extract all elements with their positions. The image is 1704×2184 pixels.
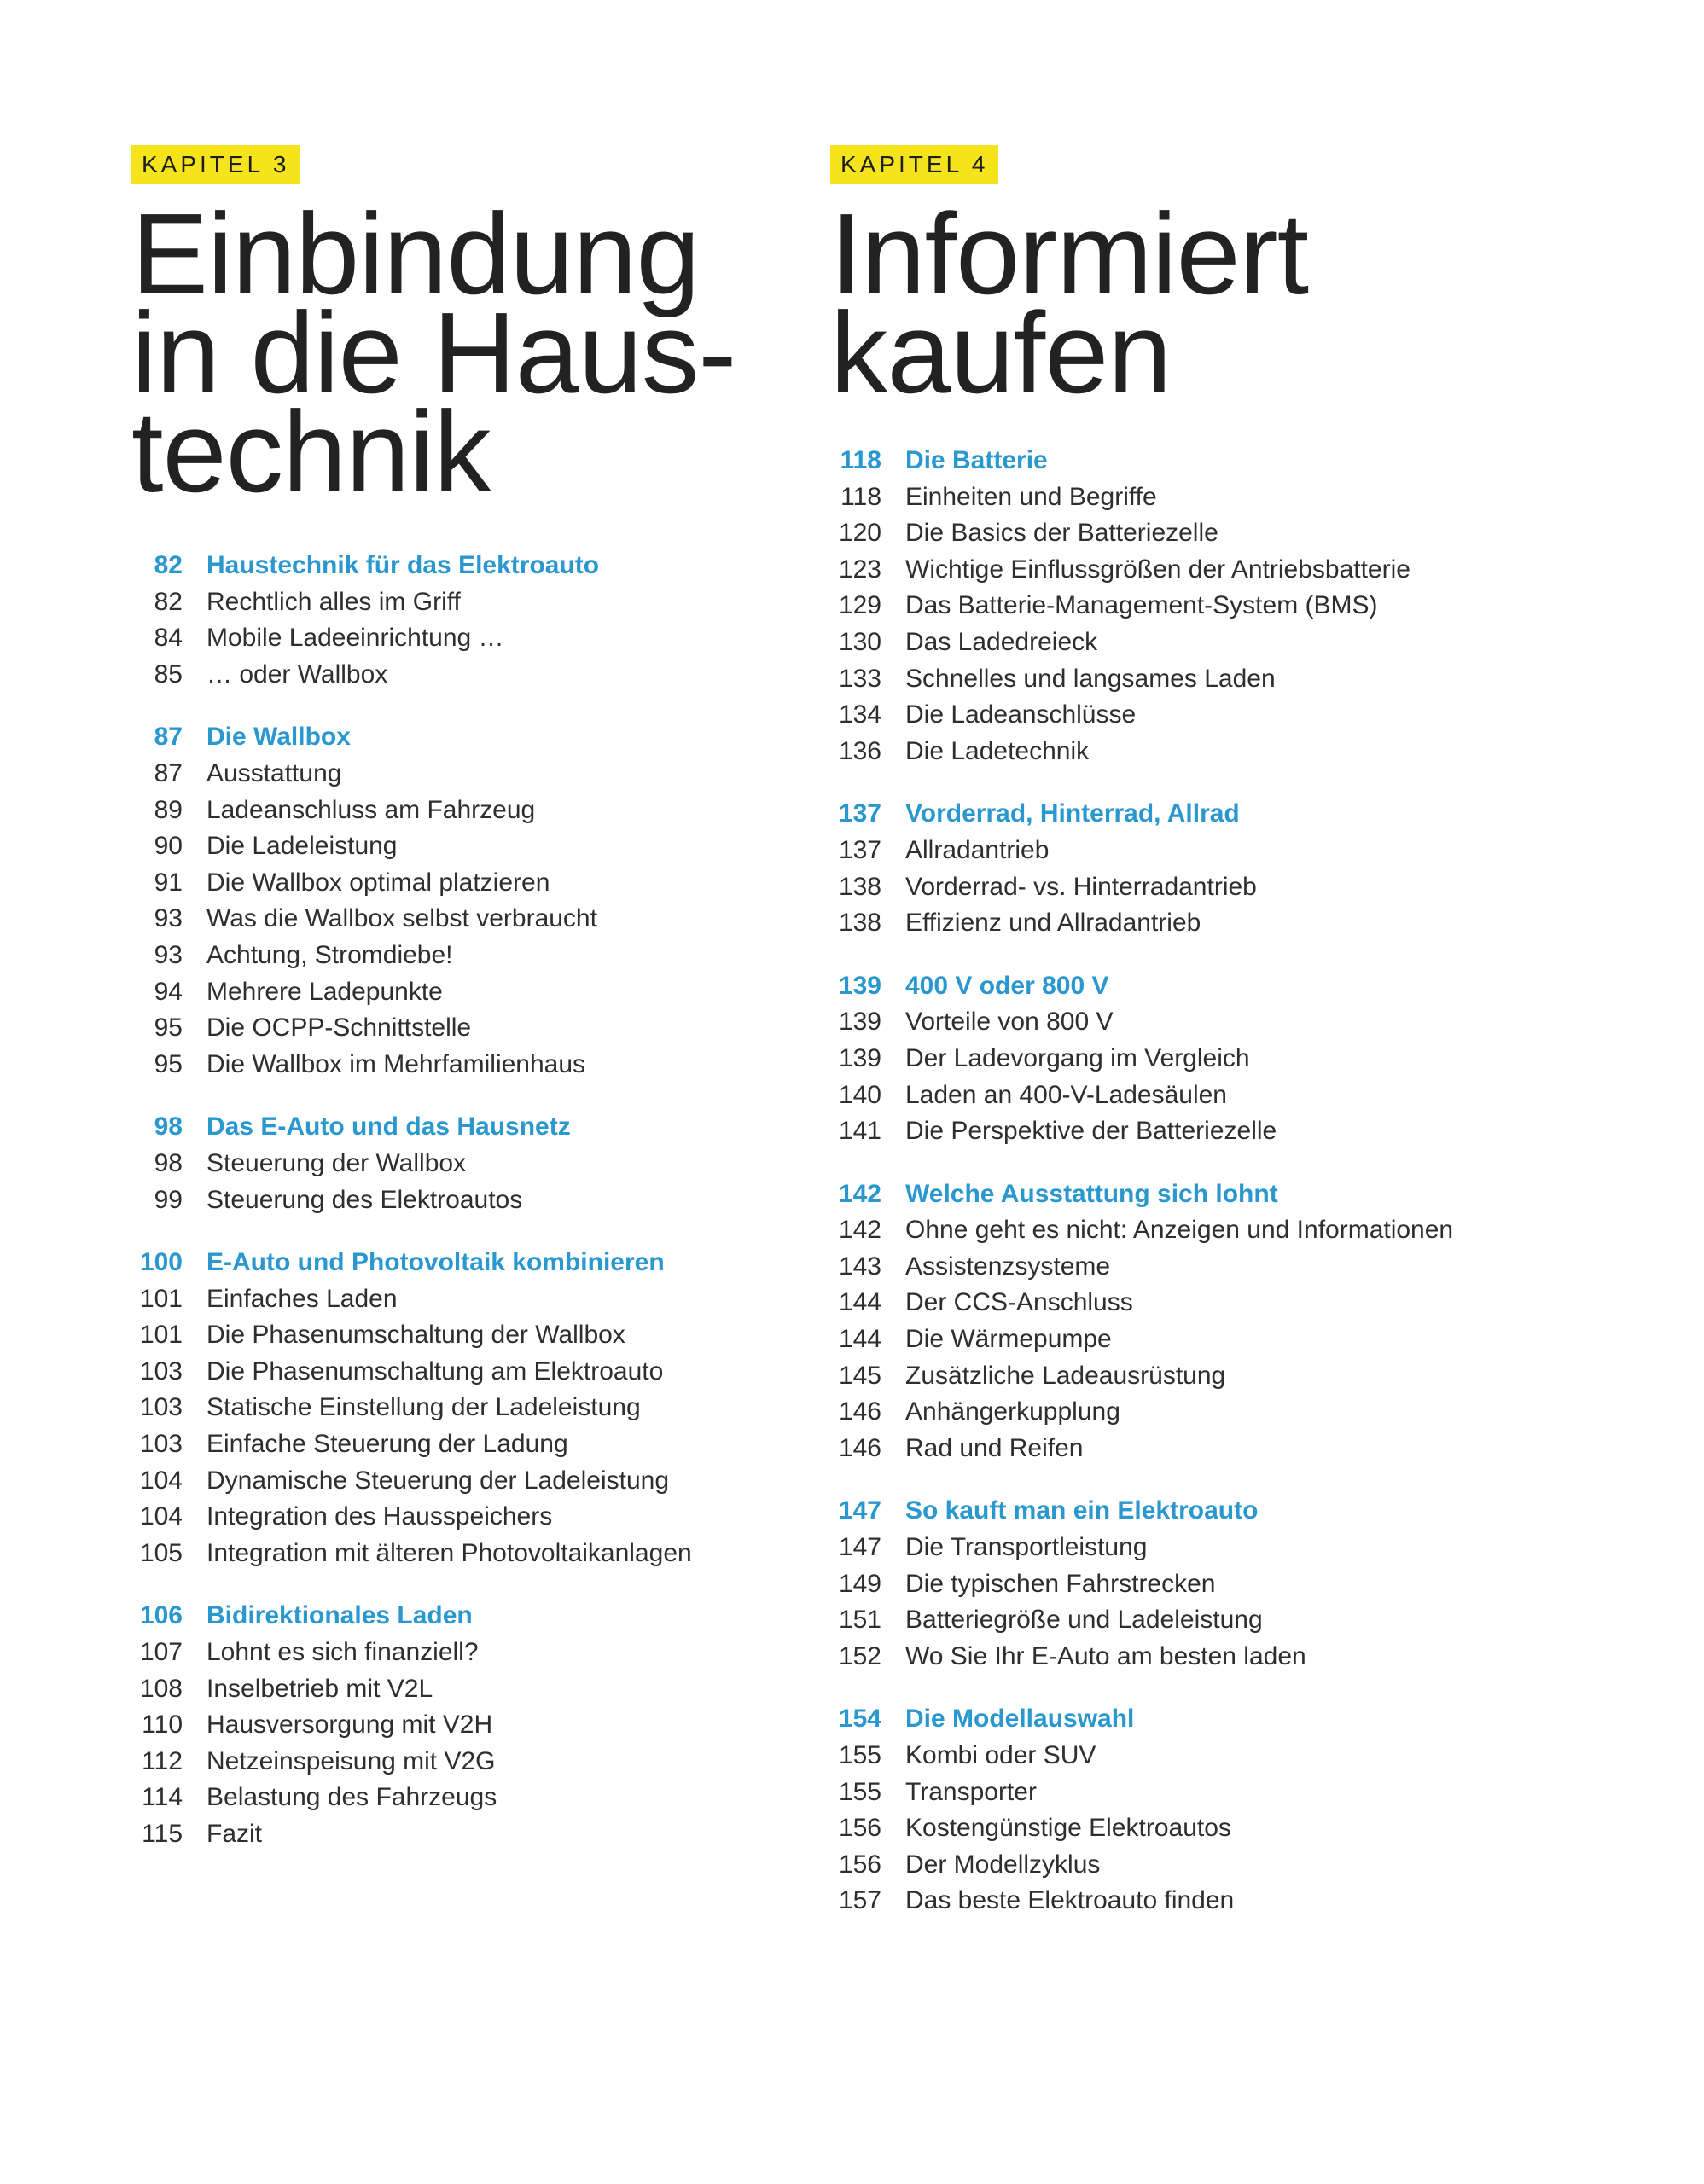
entry-page-number: 98 — [154, 1148, 183, 1177]
toc-section-heading — [830, 796, 1453, 833]
entry-page-number: 104 — [139, 1502, 183, 1531]
toc-entry — [131, 1010, 692, 1047]
toc-entry — [131, 1780, 692, 1816]
entry-page-number: 123 — [838, 555, 881, 584]
section-page-number: 106 — [139, 1601, 183, 1630]
section-page-number: 82 — [154, 551, 183, 579]
entry-page-number: 101 — [139, 1321, 183, 1350]
entry-page-number: 104 — [139, 1466, 183, 1495]
section-title: Die Batterie — [905, 446, 1048, 474]
toc-entry — [830, 1394, 1453, 1431]
toc-section — [830, 443, 1453, 770]
toc-entry — [830, 1847, 1453, 1884]
entry-page-number: 155 — [838, 1777, 881, 1806]
entry-page-number: 144 — [838, 1288, 881, 1317]
section-title: Bidirektionales Laden — [206, 1601, 473, 1630]
entry-page-number: 112 — [142, 1746, 183, 1775]
entry-page-number: 118 — [840, 482, 881, 511]
entry-title: Die Wallbox im Mehrfamilienhaus — [206, 1049, 586, 1078]
section-title: Vorderrad, Hinterrad, Allrad — [905, 799, 1240, 828]
entry-title: Zusätzliche Ladeausrüstung — [905, 1361, 1226, 1390]
entry-title: Belastung des Fahrzeugs — [206, 1783, 497, 1812]
entry-title: Die Wallbox optimal platzieren — [206, 868, 550, 897]
entry-page-number: 145 — [838, 1361, 881, 1390]
toc-entry — [131, 901, 692, 938]
entry-title: Kombi oder SUV — [905, 1741, 1096, 1769]
entry-page-number: 93 — [154, 940, 183, 969]
section-title: Die Wallbox — [206, 723, 351, 752]
entry-title: Einheiten und Begriffe — [905, 482, 1157, 511]
entry-page-number: 110 — [142, 1711, 183, 1740]
section-title: 400 V oder 800 V — [905, 971, 1109, 1000]
toc-section-heading — [131, 1598, 692, 1635]
entry-title: Ausstattung — [206, 758, 342, 787]
entry-page-number: 85 — [154, 659, 183, 688]
entry-title: Das Batterie-Management-System (BMS) — [905, 591, 1378, 620]
entry-title: Schnelles und langsames Laden — [905, 664, 1276, 693]
entry-page-number: 101 — [139, 1284, 183, 1313]
toc-section — [830, 1493, 1453, 1675]
chapter-title-line: technik — [131, 387, 491, 516]
toc-entry — [131, 865, 692, 902]
entry-title: Batteriegröße und Ladeleistung — [905, 1606, 1263, 1635]
toc-entry — [830, 1077, 1453, 1114]
toc-entry — [830, 833, 1453, 869]
toc-entry — [131, 657, 692, 694]
chapter-badge: KAPITEL 3 — [131, 145, 300, 184]
entry-page-number: 95 — [154, 1014, 183, 1043]
toc-entry — [131, 620, 692, 657]
entry-page-number: 99 — [154, 1185, 183, 1214]
section-page-number: 139 — [838, 971, 881, 1000]
entry-page-number: 103 — [139, 1430, 183, 1459]
toc-entry — [131, 1146, 692, 1182]
toc-entry — [830, 1212, 1453, 1249]
entry-title: Rad und Reifen — [905, 1433, 1084, 1462]
entry-title: … oder Wallbox — [206, 659, 388, 688]
toc-section-heading — [131, 719, 692, 756]
entry-page-number: 139 — [838, 1008, 881, 1037]
entry-page-number: 115 — [142, 1820, 183, 1848]
toc-entry — [830, 1602, 1453, 1639]
entry-page-number: 157 — [838, 1886, 881, 1915]
entry-title: Laden an 400-V-Ladesäulen — [905, 1080, 1227, 1109]
entry-title: Wo Sie Ihr E-Auto am besten laden — [905, 1641, 1306, 1670]
entry-page-number: 82 — [154, 587, 183, 616]
chapter-title-line: kaufen — [830, 288, 1172, 417]
entry-page-number: 103 — [139, 1356, 183, 1385]
toc-section — [830, 1176, 1453, 1467]
toc-section — [830, 796, 1453, 941]
entry-title: Achtung, Stromdiebe! — [206, 940, 453, 969]
toc-section — [131, 548, 692, 693]
entry-title: Steuerung des Elektroautos — [206, 1185, 523, 1214]
toc-entry — [830, 1431, 1453, 1467]
entry-title: Fazit — [206, 1820, 263, 1848]
toc-entry — [830, 734, 1453, 770]
entry-page-number: 133 — [838, 664, 881, 693]
toc-entry — [830, 661, 1453, 698]
section-page-number: 118 — [840, 446, 881, 474]
toc-entry — [830, 1774, 1453, 1811]
toc-entry — [131, 1182, 692, 1219]
entry-title: Inselbetrieb mit V2L — [206, 1674, 433, 1703]
entry-title: Assistenzsysteme — [905, 1252, 1111, 1281]
entry-page-number: 146 — [838, 1433, 881, 1462]
entry-title: Statische Einstellung der Ladeleistung — [206, 1393, 641, 1422]
entry-title: Effizienz und Allradantrieb — [905, 909, 1201, 938]
toc-entry — [830, 1321, 1453, 1358]
entry-title: Steuerung der Wallbox — [206, 1148, 467, 1177]
section-page-number: 142 — [838, 1179, 881, 1208]
toc-entry — [830, 905, 1453, 942]
entry-title: Anhängerkupplung — [905, 1397, 1120, 1426]
toc-entry — [830, 1004, 1453, 1041]
entry-title: Allradantrieb — [905, 835, 1050, 864]
entry-title: Einfaches Laden — [206, 1284, 398, 1313]
section-title: Das E-Auto und das Hausnetz — [206, 1112, 571, 1141]
toc-section — [131, 1245, 692, 1571]
toc-section-heading — [830, 1493, 1453, 1530]
toc-entry — [830, 1113, 1453, 1150]
entry-page-number: 129 — [838, 591, 881, 620]
entry-page-number: 147 — [838, 1533, 881, 1562]
entry-page-number: 142 — [838, 1216, 881, 1245]
entry-title: Wichtige Einflussgrößen der Antriebsbatterie — [905, 555, 1410, 584]
toc-entry — [830, 1530, 1453, 1566]
section-page-number: 98 — [154, 1112, 183, 1141]
entry-title: Netzeinspeisung mit V2G — [206, 1746, 496, 1775]
entry-page-number: 91 — [154, 868, 183, 897]
toc-section-heading — [830, 968, 1453, 1005]
toc-entry — [830, 1249, 1453, 1286]
toc-entry — [830, 515, 1453, 552]
toc-section-heading — [830, 443, 1453, 479]
toc-entry — [131, 938, 692, 974]
entry-page-number: 93 — [154, 904, 183, 933]
toc-entry — [830, 697, 1453, 734]
toc-entry — [131, 1707, 692, 1744]
entry-title: Die Phasenumschaltung der Wallbox — [206, 1321, 625, 1350]
entry-title: Die Ladeanschlüsse — [905, 700, 1137, 729]
toc-entry — [131, 584, 692, 621]
entry-title: Die OCPP-Schnittstelle — [206, 1014, 472, 1043]
toc-entry — [830, 1883, 1453, 1920]
toc-entry — [131, 1499, 692, 1536]
entry-page-number: 143 — [838, 1252, 881, 1281]
section-title: E-Auto und Photovoltaik kombinieren — [206, 1248, 665, 1277]
chapter-title — [830, 189, 1309, 417]
entry-page-number: 140 — [838, 1080, 881, 1109]
toc-section — [131, 719, 692, 1083]
toc-section-heading — [131, 548, 692, 584]
section-page-number: 147 — [838, 1496, 881, 1525]
entry-page-number: 138 — [838, 909, 881, 938]
entry-title: Vorderrad- vs. Hinterradantrieb — [905, 872, 1257, 901]
toc-entry — [131, 1426, 692, 1463]
section-page-number: 137 — [838, 799, 881, 828]
toc-entry — [131, 1635, 692, 1671]
toc-entry — [830, 1639, 1453, 1676]
entry-title: Der CCS-Anschluss — [905, 1288, 1133, 1317]
section-title: Welche Ausstattung sich lohnt — [905, 1179, 1278, 1208]
entry-page-number: 114 — [142, 1783, 183, 1812]
entry-title: Die Basics der Batteriezelle — [905, 519, 1218, 548]
entry-title: Hausversorgung mit V2H — [206, 1711, 493, 1740]
toc-entry — [131, 756, 692, 793]
toc-section — [131, 1109, 692, 1218]
entry-page-number: 141 — [838, 1117, 881, 1146]
toc-entry — [131, 1281, 692, 1318]
toc-section — [131, 1598, 692, 1852]
entry-page-number: 108 — [139, 1674, 183, 1703]
entry-title: Dynamische Steuerung der Ladeleistung — [206, 1466, 670, 1495]
chapter-badge: KAPITEL 4 — [830, 145, 998, 184]
entry-title: Rechtlich alles im Griff — [206, 587, 461, 616]
entry-page-number: 105 — [139, 1538, 183, 1567]
entry-page-number: 130 — [838, 627, 881, 656]
entry-title: Transporter — [905, 1777, 1037, 1806]
toc-entry — [131, 1047, 692, 1083]
toc-entry — [830, 1810, 1453, 1847]
entry-title: Das Ladedreieck — [905, 627, 1098, 656]
toc-entry — [830, 588, 1453, 624]
toc-entry — [131, 974, 692, 1011]
section-title: Haustechnik für das Elektroauto — [206, 551, 600, 579]
entry-page-number: 89 — [154, 795, 183, 824]
toc-entry — [131, 793, 692, 829]
entry-title: Vorteile von 800 V — [905, 1008, 1114, 1037]
chapter-title-line: in die Haus- — [131, 288, 736, 417]
entry-page-number: 107 — [139, 1638, 183, 1667]
section-page-number: 154 — [838, 1705, 881, 1734]
chapter-title-line: Informiert — [830, 189, 1309, 318]
entry-title: Die typischen Fahrstrecken — [905, 1569, 1216, 1598]
entry-page-number: 94 — [154, 977, 183, 1006]
toc-entry — [830, 1566, 1453, 1603]
entry-page-number: 84 — [154, 624, 183, 653]
entry-title: Integration mit älteren Photovoltaikanlagen — [206, 1538, 692, 1567]
toc-section-heading — [131, 1109, 692, 1146]
entry-page-number: 134 — [838, 700, 881, 729]
entry-title: Das beste Elektroauto finden — [905, 1886, 1235, 1915]
entry-title: Was die Wallbox selbst verbraucht — [206, 904, 597, 933]
toc-entry — [131, 828, 692, 865]
entry-title: Lohnt es sich finanziell? — [206, 1638, 479, 1667]
entry-page-number: 95 — [154, 1049, 183, 1078]
entry-title: Kostengünstige Elektroautos — [905, 1814, 1231, 1843]
entry-page-number: 144 — [838, 1325, 881, 1354]
toc-section — [830, 968, 1453, 1150]
entry-page-number: 151 — [838, 1606, 881, 1635]
entry-title: Einfache Steuerung der Ladung — [206, 1430, 568, 1459]
entry-title: Der Modellzyklus — [905, 1850, 1101, 1879]
section-title: So kauft man ein Elektroauto — [905, 1496, 1259, 1525]
toc-entry — [131, 1744, 692, 1780]
toc-section-heading — [830, 1701, 1453, 1738]
section-page-number: 100 — [139, 1248, 183, 1277]
toc-entry — [131, 1816, 692, 1853]
section-title: Die Modellauswahl — [905, 1705, 1135, 1734]
toc-entry — [830, 869, 1453, 906]
entry-page-number: 136 — [838, 736, 881, 765]
table-of-contents — [830, 443, 1453, 1946]
toc-section-heading — [830, 1176, 1453, 1213]
toc-entry — [830, 1041, 1453, 1077]
toc-section-heading — [131, 1245, 692, 1281]
toc-entry — [830, 552, 1453, 589]
entry-page-number: 152 — [838, 1641, 881, 1670]
toc-entry — [830, 1738, 1453, 1774]
entry-page-number: 103 — [139, 1393, 183, 1422]
entry-page-number: 138 — [838, 872, 881, 901]
toc-entry — [830, 624, 1453, 661]
toc-section — [830, 1701, 1453, 1920]
entry-title: Die Ladetechnik — [905, 736, 1090, 765]
entry-title: Die Phasenumschaltung am Elektroauto — [206, 1356, 664, 1385]
entry-title: Die Ladeleistung — [206, 832, 398, 861]
toc-entry — [131, 1671, 692, 1708]
entry-page-number: 146 — [838, 1397, 881, 1426]
toc-entry — [131, 1536, 692, 1572]
entry-title: Ohne geht es nicht: Anzeigen und Informationen — [905, 1216, 1454, 1245]
entry-title: Integration des Hausspeichers — [206, 1502, 553, 1531]
entry-title: Die Perspektive der Batteriezelle — [905, 1117, 1277, 1146]
entry-page-number: 155 — [838, 1741, 881, 1769]
entry-page-number: 156 — [838, 1814, 881, 1843]
toc-entry — [131, 1317, 692, 1354]
entry-title: Mobile Ladeeinrichtung … — [206, 624, 504, 653]
entry-page-number: 139 — [838, 1043, 881, 1072]
toc-entry — [131, 1463, 692, 1500]
entry-page-number: 87 — [154, 758, 183, 787]
entry-page-number: 149 — [838, 1569, 881, 1598]
table-of-contents — [131, 548, 692, 1879]
entry-title: Der Ladevorgang im Vergleich — [905, 1043, 1250, 1072]
toc-entry — [131, 1354, 692, 1391]
section-page-number: 87 — [154, 723, 183, 752]
toc-entry — [830, 1285, 1453, 1321]
entry-page-number: 120 — [838, 519, 881, 548]
toc-entry — [830, 479, 1453, 516]
chapter-title — [131, 189, 736, 516]
entry-page-number: 156 — [838, 1850, 881, 1879]
chapter-title-line: Einbindung — [131, 189, 700, 318]
entry-title: Die Transportleistung — [905, 1533, 1148, 1562]
entry-page-number: 90 — [154, 832, 183, 861]
entry-page-number: 137 — [838, 835, 881, 864]
entry-title: Die Wärmepumpe — [905, 1325, 1112, 1354]
entry-title: Ladeanschluss am Fahrzeug — [206, 795, 536, 824]
toc-entry — [131, 1390, 692, 1426]
toc-entry — [830, 1358, 1453, 1395]
entry-title: Mehrere Ladepunkte — [206, 977, 443, 1006]
